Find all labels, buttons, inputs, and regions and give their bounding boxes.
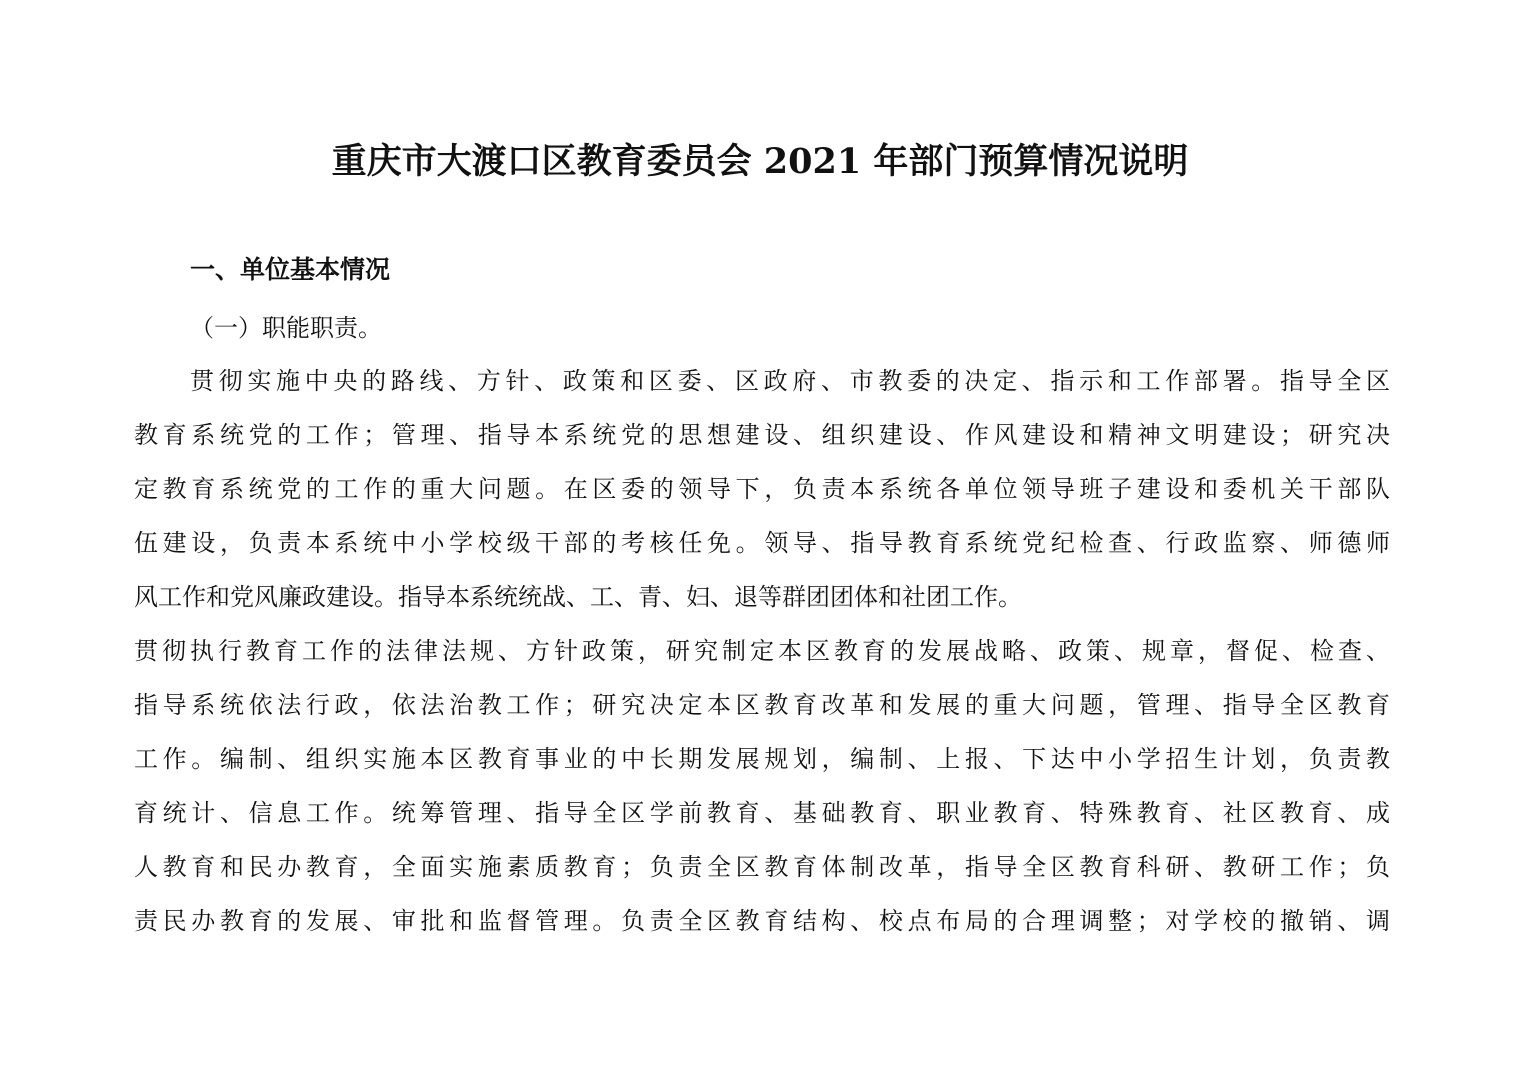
paragraph-line: 责民办教育的发展、审批和监督管理。负责全区教育结构、校点布局的合理调整；对学校的撤销、调 [134, 907, 1390, 935]
paragraph-line: 教育系统党的工作；管理、指导本系统党的思想建设、组织建设、作风建设和精神文明建设；研究决 [134, 421, 1390, 449]
subheading: （一）职能职责。 [190, 314, 382, 342]
paragraph-line: 人教育和民办教育，全面实施素质教育；负责全区教育体制改革，指导全区教育科研、教研工作；负 [134, 853, 1390, 881]
paragraph-line: 指导系统依法行政，依法治教工作；研究决定本区教育改革和发展的重大问题，管理、指导全区教育 [134, 691, 1390, 719]
paragraph-line: 贯彻执行教育工作的法律法规、方针政策，研究制定本区教育的发展战略、政策、规章，督促、检查、 [134, 637, 1390, 665]
paragraph-line: 育统计、信息工作。统筹管理、指导全区学前教育、基础教育、职业教育、特殊教育、社区教育、成 [134, 799, 1390, 827]
paragraph-line: 伍建设，负责本系统中小学校级干部的考核任免。领导、指导教育系统党纪检查、行政监察、师德师 [134, 529, 1390, 557]
paragraph-line: 风工作和党风廉政建设。指导本系统统战、工、青、妇、退等群团团体和社团工作。 [134, 583, 1022, 611]
paragraph-line: 贯彻实施中央的路线、方针、政策和区委、区政府、市教委的决定、指示和工作部署。指导全区 [190, 367, 1390, 395]
paragraph-line: 定教育系统党的工作的重大问题。在区委的领导下，负责本系统各单位领导班子建设和委机关干部队 [134, 475, 1390, 503]
section-heading: 一、单位基本情况 [190, 255, 391, 284]
document-title: 重庆市大渡口区教育委员会 2021 年部门预算情况说明 [331, 141, 1189, 182]
paragraph-line: 工作。编制、组织实施本区教育事业的中长期发展规划，编制、上报、下达中小学招生计划，负责教 [134, 745, 1390, 773]
